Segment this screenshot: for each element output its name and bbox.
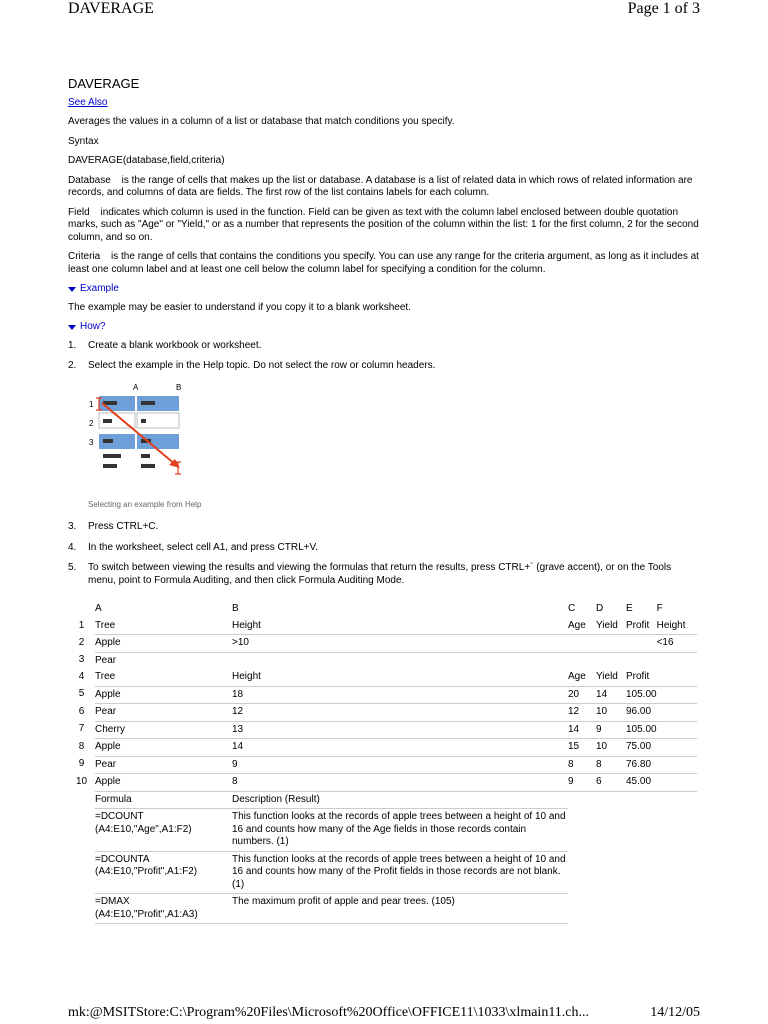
syntax-label: Syntax bbox=[68, 135, 99, 147]
topic-title: DAVERAGE bbox=[68, 76, 140, 91]
table-row: 9 Pear 9 8 8 76.80 bbox=[68, 756, 697, 774]
footer-date: 14/12/05 bbox=[650, 1005, 700, 1020]
example-toggle-label: Example bbox=[80, 283, 119, 294]
triangle-down-icon bbox=[68, 325, 76, 330]
database-argument bbox=[68, 175, 700, 200]
page-number: Page 1 of 3 bbox=[627, 0, 700, 17]
formula-row: =DMAX (A4:E10,"Profit",A1:A3) The maximum profit of apple and pear trees. (105) bbox=[68, 894, 697, 924]
selection-illustration bbox=[88, 381, 228, 491]
summary: Averages the values in a column of a list or database that match conditions you specify. bbox=[68, 116, 455, 127]
col-header-b: B bbox=[232, 603, 239, 614]
list-item: 1. Create a blank workbook or worksheet. bbox=[68, 339, 262, 351]
example-toggle[interactable] bbox=[68, 283, 700, 296]
steps-list-continued bbox=[68, 521, 700, 587]
formula-header: Formula bbox=[95, 791, 232, 809]
fig-row-3: 3 bbox=[89, 437, 94, 447]
table-row: 2 Apple >10 <16 bbox=[68, 635, 697, 653]
fig-row-2: 2 bbox=[89, 418, 94, 428]
example-intro: The example may be easier to understand if you copy it to a blank worksheet. bbox=[68, 301, 411, 313]
description-header: Description (Result) bbox=[232, 791, 568, 809]
criteria-term: Criteria bbox=[68, 251, 101, 262]
figure-caption: Selecting an example from Help bbox=[88, 499, 202, 509]
table-row: 7 Cherry 13 14 9 105.00 bbox=[68, 721, 697, 739]
criteria-argument bbox=[68, 251, 700, 276]
database-term: Database bbox=[68, 174, 111, 186]
criteria-description: is the range of cells that contains the conditions you specify. You can use any range for the criteria argument, as long as it includes at least one column label and at least one cell below the column label for specifying a condition for the column. bbox=[68, 251, 699, 275]
col-header-c: C bbox=[568, 603, 576, 614]
spreadsheet-selection-image bbox=[88, 381, 228, 491]
how-toggle[interactable] bbox=[68, 321, 700, 334]
page-header-title: DAVERAGE bbox=[68, 0, 154, 17]
field-term: Field bbox=[68, 206, 90, 218]
list-item: 3. Press CTRL+C. bbox=[68, 521, 159, 532]
table-row: 1 Tree Height Age Yield Profit Height bbox=[68, 618, 697, 635]
column-header-row bbox=[68, 601, 697, 618]
col-header-e: E bbox=[626, 603, 633, 614]
col-header-d: D bbox=[596, 603, 604, 614]
table-row: 10 Apple 8 9 6 45.00 bbox=[68, 774, 697, 792]
table-row: 8 Apple 14 15 10 75.00 bbox=[68, 739, 697, 757]
triangle-down-icon bbox=[68, 287, 76, 292]
how-toggle-label: How? bbox=[80, 321, 106, 332]
formula-row: =DCOUNT (A4:E10,"Age",A1:F2) This function looks at the records of apple trees between a height of 10 and 16 and counts how many of the Age fields in those records contain numbers. (1) bbox=[68, 809, 697, 852]
field-description: indicates which column is used in the function. Field can be given as text with the column label enclosed between double quotation marks, such as "Age" or "Yield," or as a number that represents the position of the column within the list: 1 for the first column, 2 for the second column, and so on. bbox=[68, 206, 699, 243]
example-worksheet-table bbox=[68, 601, 697, 924]
table-row: 5 Apple 18 20 14 105.00 bbox=[68, 686, 697, 704]
col-header-a: A bbox=[95, 603, 102, 614]
field-argument bbox=[68, 207, 700, 245]
list-item: 2. Select the example in the Help topic. Do not select the row or column headers. bbox=[68, 360, 436, 371]
see-also-link[interactable]: See Also bbox=[68, 96, 108, 108]
help-content bbox=[68, 78, 700, 924]
list-item: 4. In the worksheet, select cell A1, and press CTRL+V. bbox=[68, 541, 319, 553]
fig-col-b: B bbox=[176, 382, 182, 392]
fig-row-1: 1 bbox=[89, 399, 94, 409]
list-item: 5. To switch between viewing the results and viewing the formulas that return the results, press CTRL+` (grave accent), or on the Tools menu, point to Formula Auditing, and then click Formula Auditing Mode. bbox=[68, 562, 672, 586]
syntax-text: DAVERAGE(database,field,criteria) bbox=[68, 155, 225, 166]
table-row: 4 Tree Height Age Yield Profit bbox=[68, 669, 697, 686]
table-row: 3 Pear bbox=[78, 654, 117, 666]
fig-col-a: A bbox=[133, 382, 139, 392]
table-row: 6 Pear 12 12 10 96.00 bbox=[68, 704, 697, 722]
formula-header-row bbox=[68, 791, 697, 809]
database-description: is the range of cells that makes up the list or database. A database is a list of related data in which rows of related information are records, and columns of data are fields. The first row of the list contains labels for each column. bbox=[68, 174, 693, 198]
col-header-f: F bbox=[656, 603, 663, 614]
footer-url: mk:@MSITStore:C:\Program%20Files\Microsoft%20Office\OFFICE11\1033\xlmain11.ch... bbox=[68, 1005, 590, 1020]
steps-list bbox=[68, 340, 700, 373]
formula-row: =DCOUNTA (A4:E10,"Profit",A1:F2) This function looks at the records of apple trees between a height of 10 and 16 and counts how many of the Profit fields in those records are not blank. (1) bbox=[68, 851, 697, 894]
